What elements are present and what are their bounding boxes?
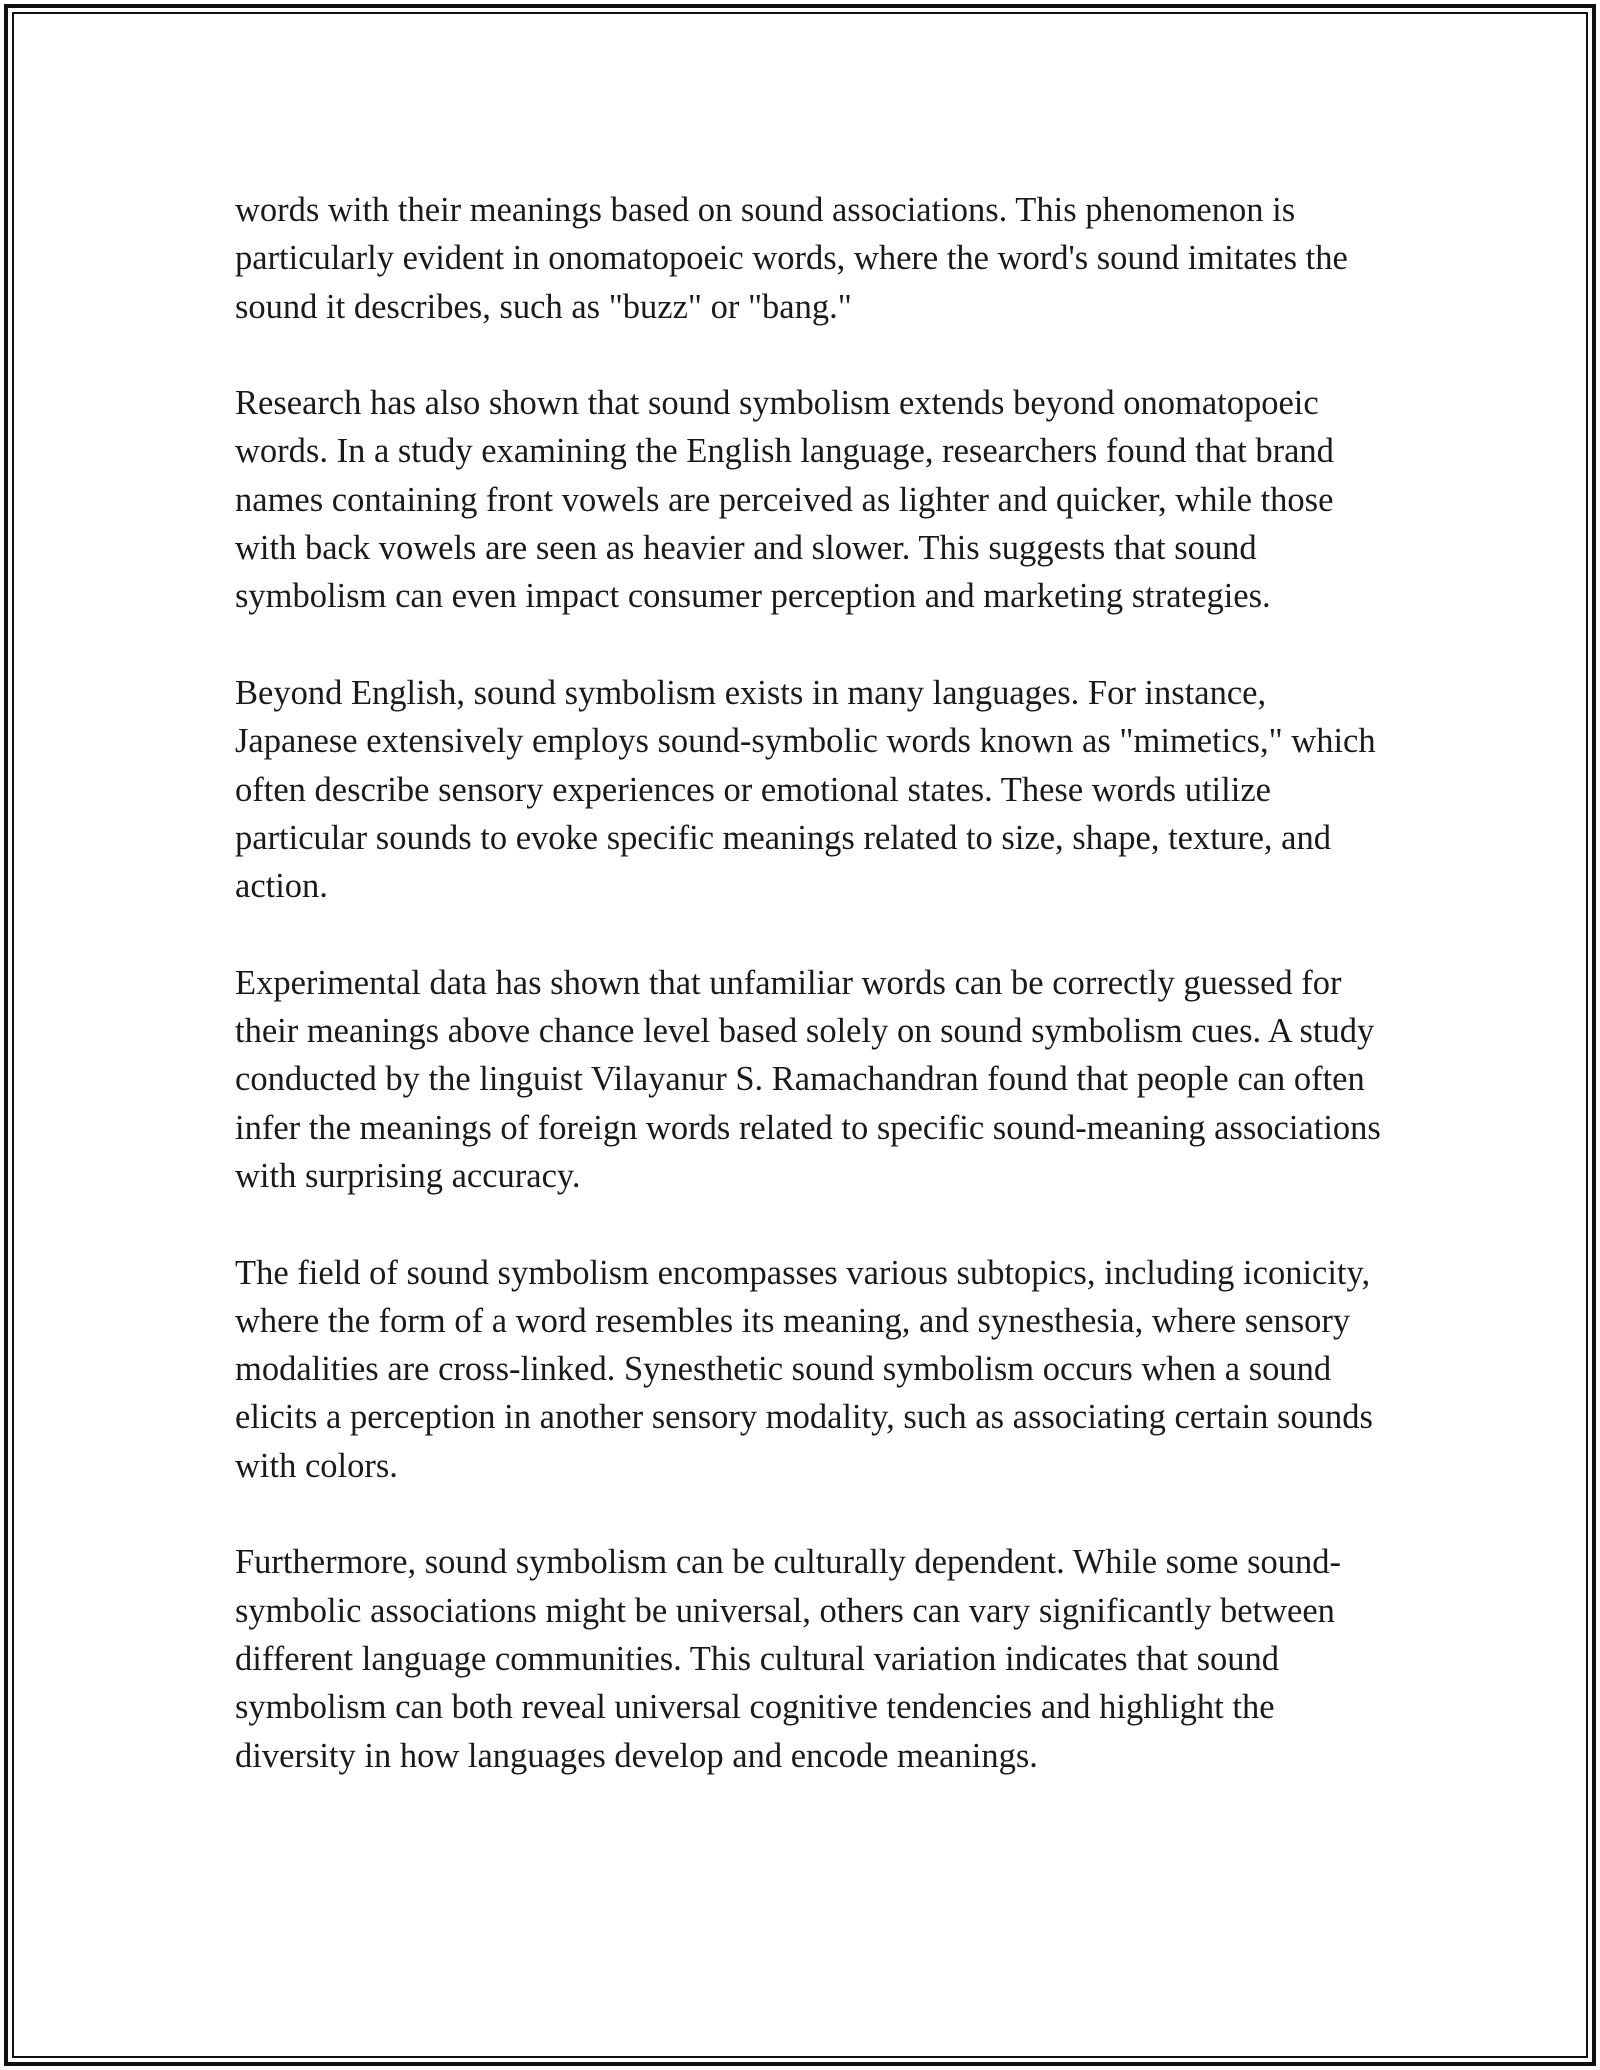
- document-body: [235, 186, 1395, 1780]
- paragraph-cultural-variation: Furthermore, sound symbolism can be culturally dependent. While some sound-symbolic associations might be universal, others can vary significantly between different language communities. This cultural variation indicates that sound symbolism can both reveal universal cognitive tendencies and highlight the diversity in how languages develop and encode meanings.: [235, 1543, 1342, 1775]
- paragraph-iconicity-synesthesia: The field of sound symbolism encompasses various subtopics, including iconicity, where the form of a word resembles its meaning, and synesthesia, where sensory modalities are cross-linked. Synesthetic sound symbolism occurs when a sound elicits a perception in another sensory modality, such as associating certain sounds with colors.: [235, 1253, 1373, 1485]
- paragraph-sound-associations: words with their meanings based on sound associations. This phenomenon is particularly evident in onomatopoeic words, where the word's sound imitates the sound it describes, such as "buzz" or "bang.": [235, 191, 1348, 326]
- paragraph-japanese-mimetics: Beyond English, sound symbolism exists in many languages. For instance, Japanese extensively employs sound-symbolic words known as "mimetics," which often describe sensory experiences or emotional states. These words utilize particular sounds to evoke specific meanings related to size, shape, texture, and action.: [235, 673, 1376, 906]
- paragraph-experimental-data: Experimental data has shown that unfamiliar words can be correctly guessed for their meanings above chance level based solely on sound symbolism cues. A study conducted by the linguist Vilayanur S. Ramachandran found that people can often infer the meanings of foreign words related to specific sound-meaning associations with surprising accuracy.: [235, 963, 1381, 1195]
- paragraph-brand-names: Research has also shown that sound symbolism extends beyond onomatopoeic words. In a study examining the English language, researchers found that brand names containing front vowels are perceived as lighter and quicker, while those with back vowels are seen as heavier and slower. This suggests that sound symbolism can even impact consumer perception and marketing strategies.: [235, 384, 1334, 616]
